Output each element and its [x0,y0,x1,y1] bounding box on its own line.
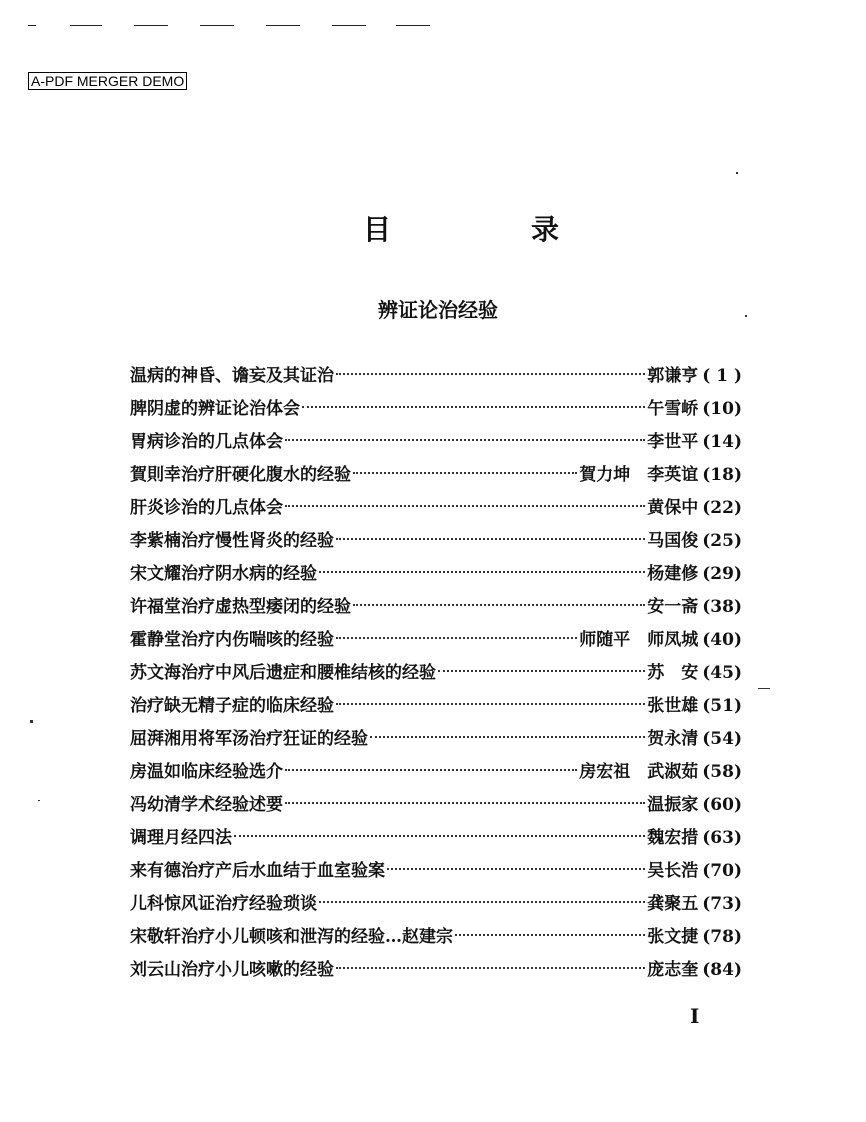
dot-leader [370,736,645,738]
toc-entry [130,591,742,624]
toc-entry-page: (51) [702,696,742,716]
dot-leader [455,934,645,936]
dot-leader [353,604,645,606]
dot-leader [285,439,645,441]
scan-mark [28,25,36,26]
toc-entry-page: (10) [702,399,742,419]
toc-entry-page: (25) [702,531,742,551]
toc-entry-page: (22) [702,498,742,518]
toc-entry-title: 苏文海治疗中风后遗症和腰椎结核的经验 [130,663,436,683]
toc-entry-author: 贺永清 [647,729,699,749]
toc-entry-page: (45) [702,663,742,683]
toc-entry [130,921,742,954]
scan-speck [736,172,738,174]
toc-entry [130,459,742,492]
toc-entry-page: (84) [702,960,742,980]
toc-entry-title: 刘云山治疗小儿咳嗽的经验 [130,960,334,980]
toc-entry-title: 霍静堂治疗内伤喘咳的经验 [130,630,334,650]
dot-leader [285,505,645,507]
toc-entry-title: 冯幼清学术经验述要 [130,795,283,815]
toc-entry-author: 龚聚五 [647,894,699,914]
scan-speck [38,800,40,801]
toc-entry [130,690,742,723]
toc-entry-author: 苏 安 [647,663,699,683]
toc-entry-page: (58) [702,762,742,782]
dot-leader [387,868,645,870]
scan-speck [745,315,747,317]
toc-entry-title: 调理月经四法 [130,828,232,848]
toc-entry-author: 师随平 师凤城 [579,630,699,650]
toc-entry-page: ( 1 ) [702,366,742,386]
toc-entry [130,855,742,888]
dot-leader [336,373,645,375]
toc-entry-page: (18) [702,465,742,485]
dot-leader [302,406,645,408]
toc-entry [130,624,742,657]
toc-entry [130,954,742,987]
scan-mark [134,25,168,26]
toc-entry-page: (63) [702,828,742,848]
toc-entry-page: (73) [702,894,742,914]
dot-leader [438,670,645,672]
toc-entry [130,558,742,591]
dot-leader [234,835,645,837]
toc-entry-title: 脾阴虚的辨证论治体会 [130,399,300,419]
scan-speck [758,688,770,689]
dot-leader [353,472,577,474]
toc-entry [130,393,742,426]
toc-entry-author: 张文捷 [647,927,699,947]
toc-entry [130,492,742,525]
toc-entry-page: (29) [702,564,742,584]
dot-leader [319,901,645,903]
toc-entry-page: (70) [702,861,742,881]
toc-entry-author: 安一斋 [647,597,699,617]
scan-mark [266,25,300,26]
toc-entry-page: (60) [702,795,742,815]
toc-entry [130,525,742,558]
toc-entry-author: 午雪峤 [647,399,699,419]
toc-entry-title: 肝炎诊治的几点体会 [130,498,283,518]
table-of-contents [130,360,742,987]
scan-speck [30,720,33,723]
toc-entry [130,723,742,756]
toc-entry-title: 温病的神昏、谵妄及其证治 [130,366,334,386]
section-title: 辨证论治经验 [378,298,498,322]
scan-mark [200,25,234,26]
toc-entry-author: 温振家 [647,795,699,815]
toc-entry-author: 房宏祖 武淑茹 [579,762,699,782]
dot-leader [285,802,645,804]
toc-entry [130,360,742,393]
toc-entry-author: 张世雄 [647,696,699,716]
toc-entry-author: 李世平 [647,432,699,452]
toc-entry-title: 李紫楠治疗慢性肾炎的经验 [130,531,334,551]
toc-entry-title: 治疗缺无精子症的临床经验 [130,696,334,716]
toc-entry-title: 许福堂治疗虚热型痿闭的经验 [130,597,351,617]
toc-entry-author: 马国俊 [647,531,699,551]
dot-leader [336,637,577,639]
pdf-watermark: A-PDF MERGER DEMO [28,72,187,90]
toc-entry-title: 宋文耀治疗阴水病的经验 [130,564,317,584]
dot-leader [319,571,645,573]
toc-entry-page: (14) [702,432,742,452]
toc-entry-title: 儿科惊风证治疗经验琐谈 [130,894,317,914]
dot-leader [336,538,645,540]
toc-entry-title: 来有德治疗产后水血结于血室验案 [130,861,385,881]
page-number: I [690,1004,700,1028]
scan-mark [332,25,366,26]
toc-entry [130,789,742,822]
toc-entry-author: 黄保中 [647,498,699,518]
dot-leader [336,967,645,969]
toc-entry-author: 庞志奎 [647,960,699,980]
toc-entry [130,888,742,921]
toc-entry-page: (40) [702,630,742,650]
toc-entry [130,657,742,690]
dot-leader [336,703,645,705]
toc-entry [130,756,742,789]
toc-entry-author: 郭谦亨 [647,366,699,386]
toc-entry-title: 屈湃湘用将军汤治疗狂证的经验 [130,729,368,749]
scan-mark [396,25,430,26]
toc-entry-page: (78) [702,927,742,947]
toc-entry-page: (38) [702,597,742,617]
toc-entry-title: 賀則幸治疗肝硬化腹水的经验 [130,465,351,485]
toc-entry-author: 吴长浩 [647,861,699,881]
toc-entry [130,822,742,855]
page-title: 目 录 [362,213,615,246]
toc-entry-title: 宋敬轩治疗小儿顿咳和泄泻的经验…赵建宗 [130,927,453,947]
toc-entry-author: 杨建修 [647,564,699,584]
toc-entry [130,426,742,459]
toc-entry-page: (54) [702,729,742,749]
toc-entry-author: 賀力坤 李英谊 [579,465,699,485]
dot-leader [285,769,577,771]
toc-entry-author: 魏宏措 [647,828,699,848]
scan-mark [70,25,102,26]
toc-entry-title: 房温如临床经验选介 [130,762,283,782]
toc-entry-title: 胃病诊治的几点体会 [130,432,283,452]
